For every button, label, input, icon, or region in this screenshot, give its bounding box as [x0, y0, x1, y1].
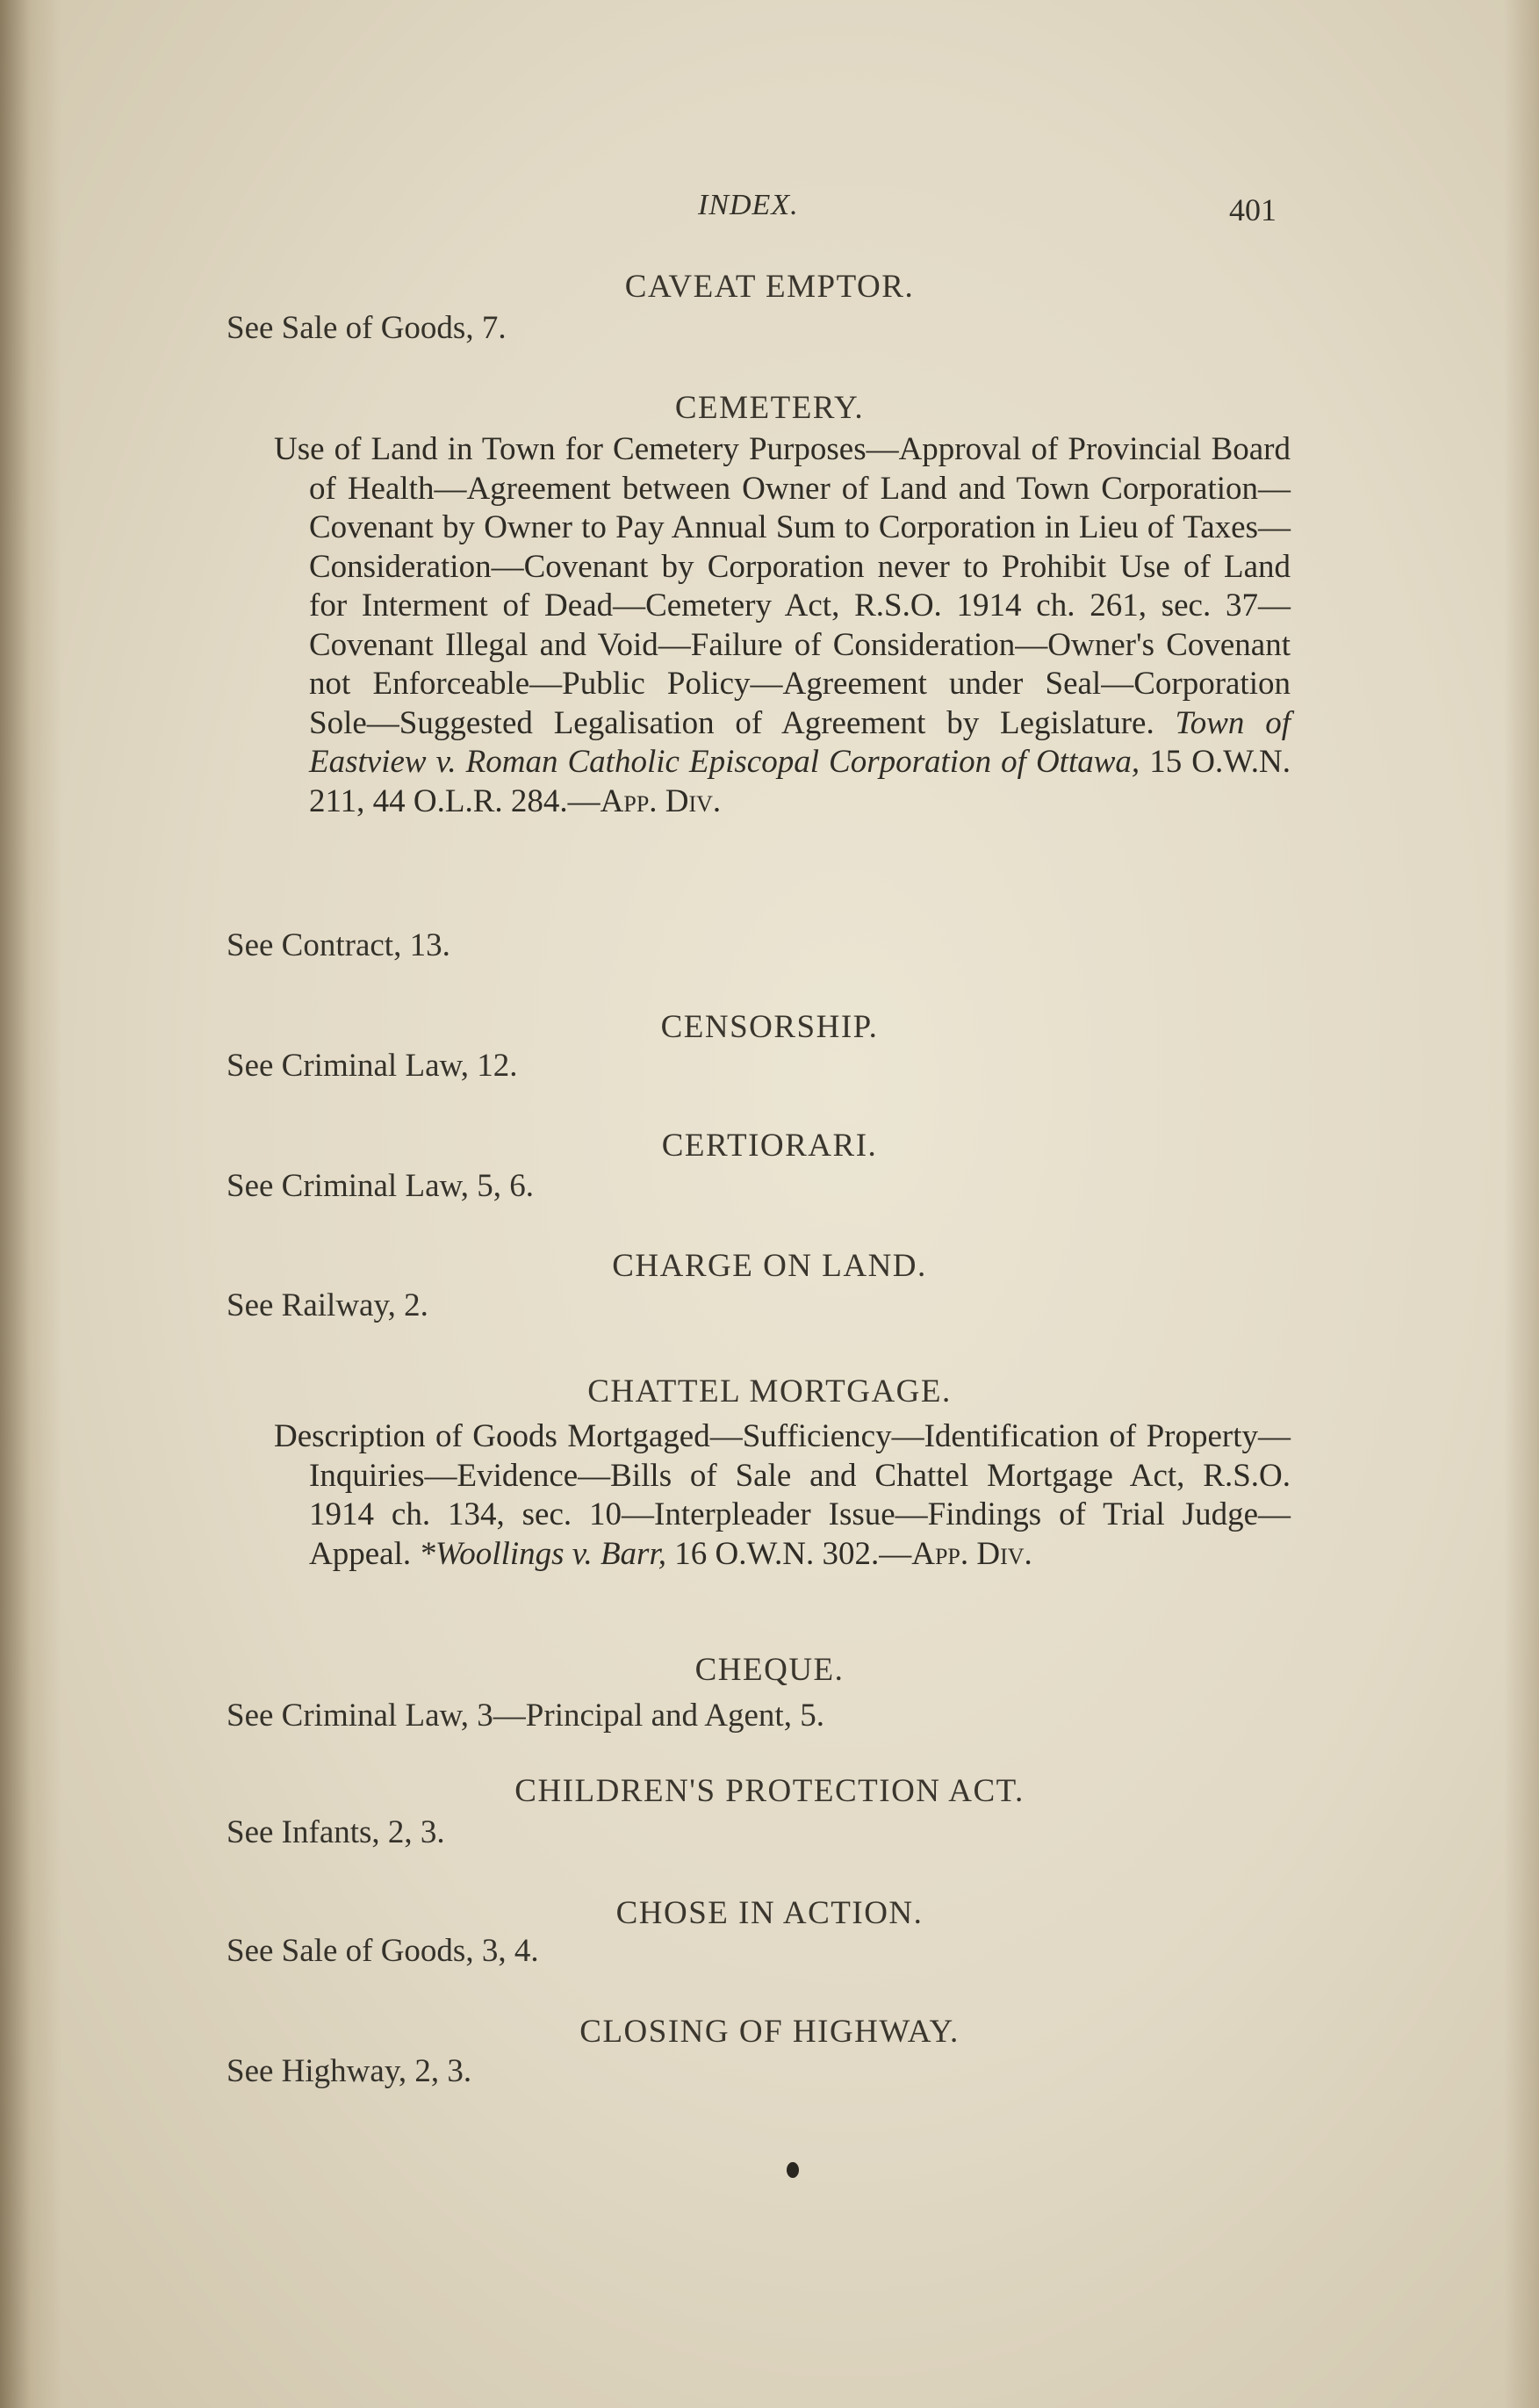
index-entry	[237, 430, 1291, 821]
case-name: Town of Eastview v. Roman Catholic Episcopal Corporation of Ottawa,	[309, 704, 1291, 780]
index-heading: CHARGE ON LAND.	[612, 1248, 927, 1284]
court-name: App. Div.	[600, 782, 722, 819]
index-heading: CLOSING OF HIGHWAY.	[579, 2014, 960, 2050]
entry-text: Description of Goods Mortgaged—Sufficiency—Identification of Property—Inquiries—Evidence—Bills of Sale and Chattel Mortgage Act, R.S.O. 1914 ch. 134, sec. 10—Interpleader Issue—Findings of Trial Judge—Appeal.	[274, 1418, 1291, 1572]
cross-reference: See Sale of Goods, 3, 4.	[227, 1933, 539, 1969]
cross-reference: See Sale of Goods, 7.	[227, 310, 507, 346]
cross-reference: See Contract, 13.	[227, 927, 450, 963]
index-heading: CHEQUE.	[694, 1652, 845, 1688]
cross-reference: See Criminal Law, 12.	[227, 1048, 518, 1084]
index-heading: CAVEAT EMPTOR.	[624, 269, 915, 305]
case-reporter: 16 O.W.N. 302.—	[674, 1535, 912, 1572]
index-heading: CERTIORARI.	[661, 1128, 878, 1164]
case-name: *Woollings v. Barr,	[419, 1535, 666, 1572]
index-heading: CEMETERY.	[674, 390, 865, 426]
index-heading: CHOSE IN ACTION.	[615, 1895, 924, 1931]
cross-reference: See Criminal Law, 5, 6.	[227, 1168, 535, 1204]
index-entry	[237, 1417, 1291, 1574]
case-reporter: 15 O.W.N. 211, 44 O.L.R. 284.—	[309, 744, 1291, 819]
court-name: App. Div.	[911, 1535, 1032, 1572]
entry-text: Use of Land in Town for Cemetery Purposes—Approval of Provincial Board of Health—Agreement between Owner of Land and Town Corporation—Covenant by Owner to Pay Annual Sum to Corporation in Lieu of Taxes—Consideration—Covenant by Corporation never to Prohibit Use of Land for Interment of Dead—Cemetery Act, R.S.O. 1914 ch. 261, sec. 37—Covenant Illegal and Void—Failure of Consideration—Owner's Covenant not Enforceable—Public Policy—Agreement under Seal—Corporation Sole—Suggested Legalisation of Agreement by Legislature.	[274, 431, 1291, 741]
cross-reference: See Railway, 2.	[227, 1287, 428, 1323]
running-head: INDEX.	[698, 189, 799, 221]
index-heading: CHATTEL MORTGAGE.	[587, 1373, 952, 1409]
index-heading: CENSORSHIP.	[660, 1009, 879, 1045]
page-number: 401	[1229, 192, 1277, 227]
cross-reference: See Criminal Law, 3—Principal and Agent, 5.	[227, 1698, 824, 1734]
ink-dot	[787, 2162, 799, 2178]
cross-reference: See Infants, 2, 3.	[227, 1814, 445, 1850]
cross-reference: See Highway, 2, 3.	[227, 2053, 472, 2089]
index-heading: CHILDREN'S PROTECTION ACT.	[514, 1773, 1025, 1809]
